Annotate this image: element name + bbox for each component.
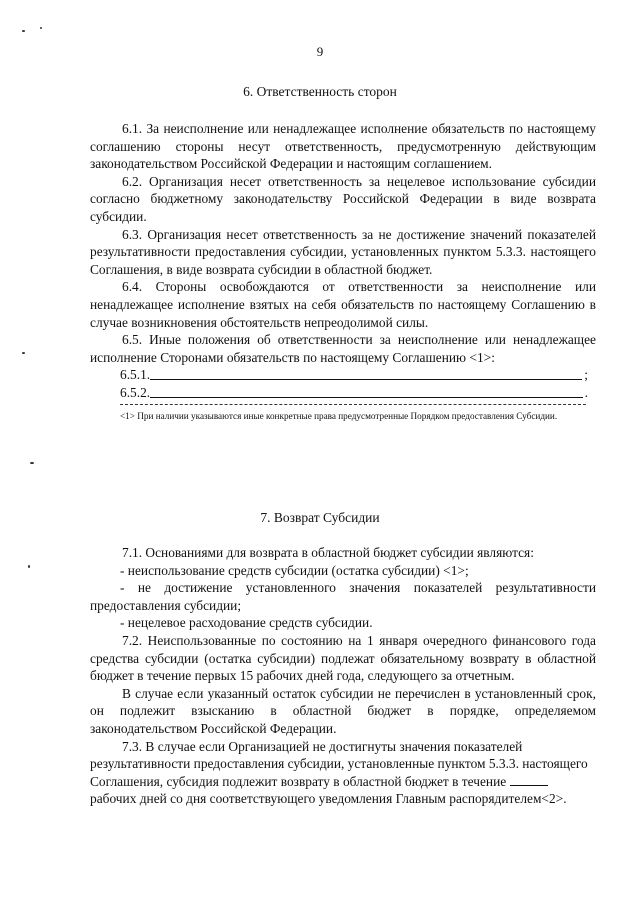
blank-line-6-5-1	[90, 366, 596, 384]
scan-speck	[30, 462, 34, 464]
section-6-title: 6. Ответственность сторон	[243, 84, 397, 99]
paragraph-6-2: 6.2. Организация несет ответственность за нецелевое использование субсидии согласно бюджетному законодательству Российской Федерации в виде возврата субсидии.	[90, 173, 596, 224]
list-item-7-1-a: - неиспользование средств субсидии (остатка субсидии) <1>;	[120, 562, 469, 578]
blank-line-6-5-2	[90, 384, 596, 402]
paragraph-7-2: 7.2. Неиспользованные по состоянию на 1 января очередного финансового года средства субсидии (остатка субсидии) подлежат обязательному возврату в областной бюджет в течение первых 15 рабочих дней года, следующего за отчетным.	[90, 632, 596, 684]
paragraph-6-1: 6.1. За неисполнение или ненадлежащее исполнение обязательств по настоящему соглашению стороны несут ответственность, предусмотренную действующим законодательством Российской Федерации и настоящим соглашением.	[90, 121, 596, 172]
scan-speck	[22, 352, 25, 354]
item-6-5-1-label: 6.5.1.	[120, 367, 151, 383]
section-7-title: 7. Возврат Субсидии	[260, 510, 380, 525]
footnote-separator	[120, 404, 586, 405]
list-item-7-1-b: - не достижение установленного значения показателей результативности предоставления субсидии;	[90, 580, 596, 613]
paragraph-7-1: 7.1. Основаниями для возврата в областной бюджет субсидии являются:	[122, 545, 534, 560]
paragraph-6-3: 6.3. Организация несет ответственность за не достижение значений показателей результативности предоставления субсидии, установленных пунктом 5.3.3. настоящего Соглашения, в виде возврата субсидии в областной бюджет.	[90, 226, 596, 277]
paragraph-7-3-end: рабочих дней со дня соответствующего уведомления Главным распорядителем<2>.	[90, 791, 567, 807]
item-6-5-2-end: .	[584, 384, 588, 400]
item-6-5-1-end: ;	[584, 367, 588, 383]
page-number: 9	[316, 44, 324, 59]
days-blank	[510, 774, 548, 786]
paragraph-6-5: 6.5. Иные положения об ответственности за неисполнение или ненадлежащее исполнение Сторонами обязательств по настоящему Соглашению <1>:	[90, 332, 596, 365]
fill-line	[150, 397, 583, 398]
paragraph-6-4: 6.4. Стороны освобождаются от ответственности за неисполнение или ненадлежащее исполнение взятых на себя обязательств по настоящему Соглашению в случае возникновения обстоятельств непреодолимой силы.	[90, 279, 596, 330]
footnote-1: <1> При наличии указываются иные конкретные права предусмотренные Порядком предоставления Субсидии.	[120, 410, 558, 421]
paragraph-7-3	[90, 738, 596, 808]
scan-speck	[22, 30, 25, 32]
section-6-body	[90, 120, 596, 423]
fill-line	[150, 379, 582, 380]
list-item-7-1-c: - нецелевое расходование средств субсидии.	[120, 615, 373, 631]
section-7-body	[90, 544, 596, 808]
paragraph-7-3-start: 7.3. В случае если Организацией не достигнуты значения показателей результативности предоставления субсидии, установленные пунктом 5.3.3. настоящего Соглашения, субсидия подлежит возврату в областной бюджет в течение	[90, 738, 588, 789]
scan-speck	[28, 565, 30, 568]
item-6-5-2-label: 6.5.2.	[120, 384, 151, 400]
scan-speck	[40, 27, 42, 29]
paragraph-7-2-b: В случае если указанный остаток субсидии не перечислен в установленный срок, он подлежит взысканию в областной бюджет в порядке, определяемом законодательством Российской Федерации.	[90, 685, 596, 736]
